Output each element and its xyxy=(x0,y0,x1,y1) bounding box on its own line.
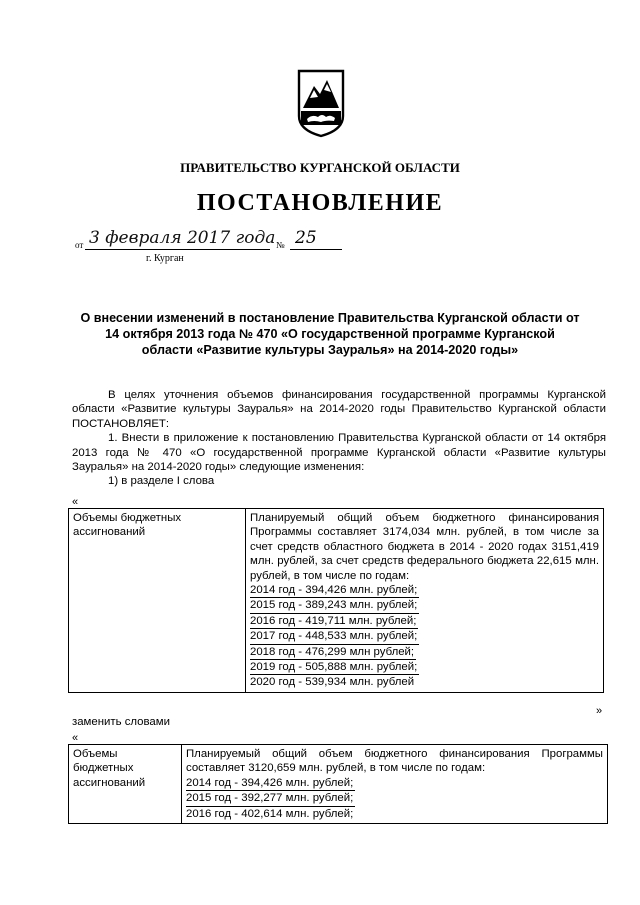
quote-close-1: » xyxy=(596,705,603,717)
table-new-year-row: 2014 год - 394,426 млн. рублей; xyxy=(186,776,355,791)
quote-open-1: « xyxy=(72,496,79,508)
table-old-label: Объемы бюджетных ассигнований xyxy=(69,509,246,693)
table-new-year-row: 2015 год - 392,277 млн. рублей; xyxy=(186,791,355,806)
table-new-label: Объемы бюджетных ассигнований xyxy=(69,745,182,824)
table-new-years xyxy=(186,776,603,821)
table-old-year-row: 2014 год - 394,426 млн. рублей; xyxy=(250,583,419,598)
document-type-heading: ПОСТАНОВЛЕНИЕ xyxy=(196,190,444,216)
budget-table-old xyxy=(68,508,604,693)
table-old-intro: Планируемый общий объем бюджетного финансирования Программы составляет 3174,034 млн. рублей, в том числе за счет средств областного бюджета в 2014 - 2020 годах 3151,419 млн. рублей, за счет средств федерального бюджета 22,615 млн. рублей, в том числе по годам: xyxy=(250,512,599,582)
body-paragraph-2: 1. Внести в приложение к постановлению Правительства Курганской области от 14 октября 2013 года № 470 «О государственной программе Курганской области «Развитие культуры Зауралья» на 2014-2020 годы» следующие изменения: xyxy=(72,432,606,474)
document-title: О внесении изменений в постановление Правительства Курганской области от 14 октября 2013 года № 470 «О государственной программе Курганской области «Развитие культуры Зауралья» на 2014-2020 годы» xyxy=(80,311,580,357)
table-new-intro: Планируемый общий объем бюджетного финансирования Программы составляет 3120,659 млн. рублей, в том числе по годам: xyxy=(186,748,603,775)
handwritten-date: 3 февраля 2017 года xyxy=(89,228,276,248)
body-paragraph-3: 1) в разделе I слова xyxy=(108,475,215,488)
coat-of-arms-emblem xyxy=(296,68,346,138)
table-new-year-row: 2016 год - 402,614 млн. рублей; xyxy=(186,807,354,820)
city-label: г. Курган xyxy=(146,253,184,264)
table-old-years xyxy=(250,583,599,690)
table-old-year-row: 2019 год - 505,888 млн. рублей; xyxy=(250,660,419,675)
body-paragraph-1: В целях уточнения объемов финансирования государственной программы Курганской области «Развитие культуры Зауралья» на 2014-2020 годы Правительство Курганской области ПОСТАНОВЛЯЕТ: xyxy=(72,389,606,430)
table-old-year-row: 2016 год - 419,711 млн. рублей; xyxy=(250,614,418,629)
table-old-content xyxy=(246,509,604,693)
table-old-year-row: 2018 год - 476,299 млн рублей; xyxy=(250,645,416,660)
table-old-year-row: 2017 год - 448,533 млн. рублей; xyxy=(250,629,419,644)
government-name: ПРАВИТЕЛЬСТВО КУРГАНСКОЙ ОБЛАСТИ xyxy=(180,160,460,175)
budget-table-new xyxy=(68,744,608,824)
quote-open-2: « xyxy=(72,732,79,744)
handwritten-number: 25 xyxy=(295,228,317,248)
table-new-content xyxy=(182,745,608,824)
body-text xyxy=(72,388,606,489)
number-underline xyxy=(290,249,342,250)
table-old-year-row: 2020 год - 539,934 млн. рублей xyxy=(250,676,415,689)
date-from-label: от xyxy=(75,240,84,250)
number-label: № xyxy=(276,240,285,250)
table-old-year-row: 2015 год - 389,243 млн. рублей; xyxy=(250,598,419,613)
replace-with-label: заменить словами xyxy=(72,716,170,728)
date-underline xyxy=(85,249,270,250)
